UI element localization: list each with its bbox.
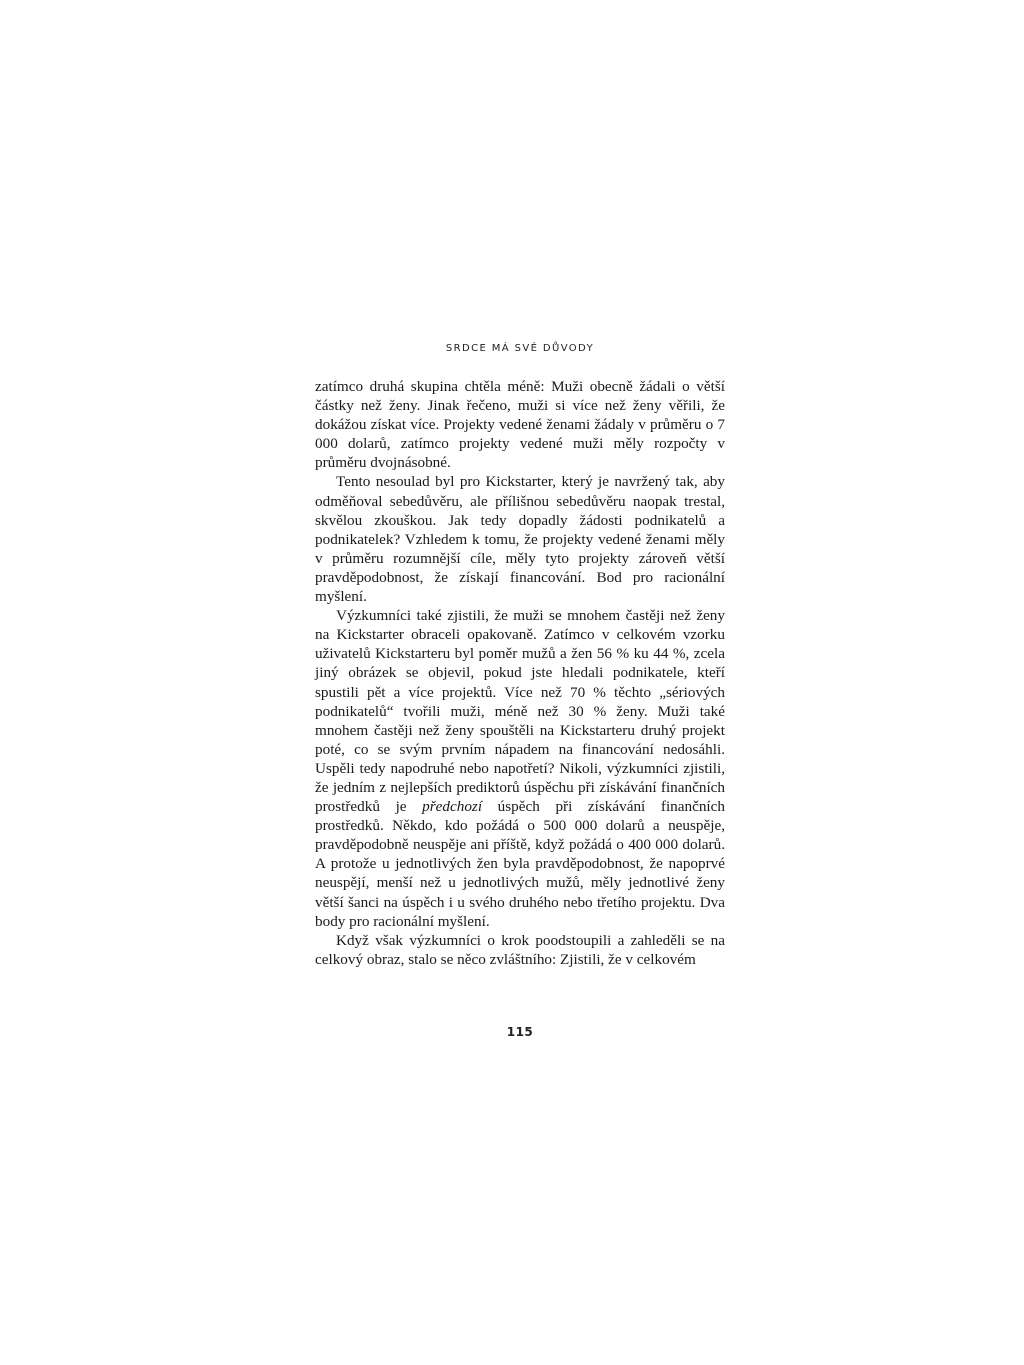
body-text [315, 377, 725, 969]
paragraph-2: Tento nesoulad byl pro Kickstarter, který je navržený tak, aby odměňoval sebedůvěru, ale přílišnou sebedůvěru naopak trestal, skvělou zkouškou. Jak tedy dopadly žádosti podnikatelů a podnikatelek? Vzhledem k tomu, že projekty vedené ženami měly v průměru rozumnější cíle, měly tyto projekty zároveň větší pravděpodobnost, že získají financování. Bod pro racionální myšlení. [315, 473, 725, 606]
paragraph-3-part-2: úspěch při získávání finančních prostředků. Někdo, kdo požádá o 500 000 dolarů a neuspěje, pravděpodobně neuspěje ani příště, když požádá o 400 000 dolarů. A protože u jednotlivých žen byla pravděpodobnost, že napoprvé neuspějí, menší než u jednotlivých mužů, měly jednotlivé ženy větší šanci na úspěch i u svého druhého nebo třetího projektu. Dva body pro racionální myšlení. [315, 798, 725, 930]
page-number: 115 [506, 1025, 534, 1039]
paragraph-4: Když však výzkumníci o krok poodstoupili a zahleděli se na celkový obraz, stalo se něco zvláštního: Zjistili, že v celkovém [315, 931, 725, 968]
paragraph-3 [315, 606, 725, 931]
running-head: SRDCE MÁ SVÉ DŮVODY [445, 343, 595, 354]
paragraph-3-part-1: Výzkumníci také zjistili, že muži se mnohem častěji než ženy na Kickstarter obraceli opakovaně. Zatímco v celkovém vzorku uživatelů Kickstarteru byl poměr mužů a žen 56 % ku 44 %, zcela jiný obrázek se objevil, pokud jste hledali podnikatele, kteří spustili pět a více projektů. Více než 70 % těchto „sériových podnikatelů“ tvořili muži, méně než 30 % ženy. Muži také mnohem častěji než ženy spouštěli na Kickstarteru druhý projekt poté, co se svým prvním nápadem na financování nedosáhli. Uspěli tedy napodruhé nebo napotřetí? Nikoli, výzkumníci zjistili, že jedním z nejlepších prediktorů úspěchu při získávání finančních prostředků je [315, 607, 725, 816]
emphasized-word: předchozí [422, 798, 483, 816]
paragraph-1: zatímco druhá skupina chtěla méně: Muži obecně žádali o větší částky než ženy. Jinak řečeno, muži si více než ženy věřili, že dokážou získat více. Projekty vedené ženami žádaly v průměru o 7 000 dolarů, zatímco projekty vedené muži měly rozpočty v průměru dvojnásobné. [315, 378, 725, 472]
